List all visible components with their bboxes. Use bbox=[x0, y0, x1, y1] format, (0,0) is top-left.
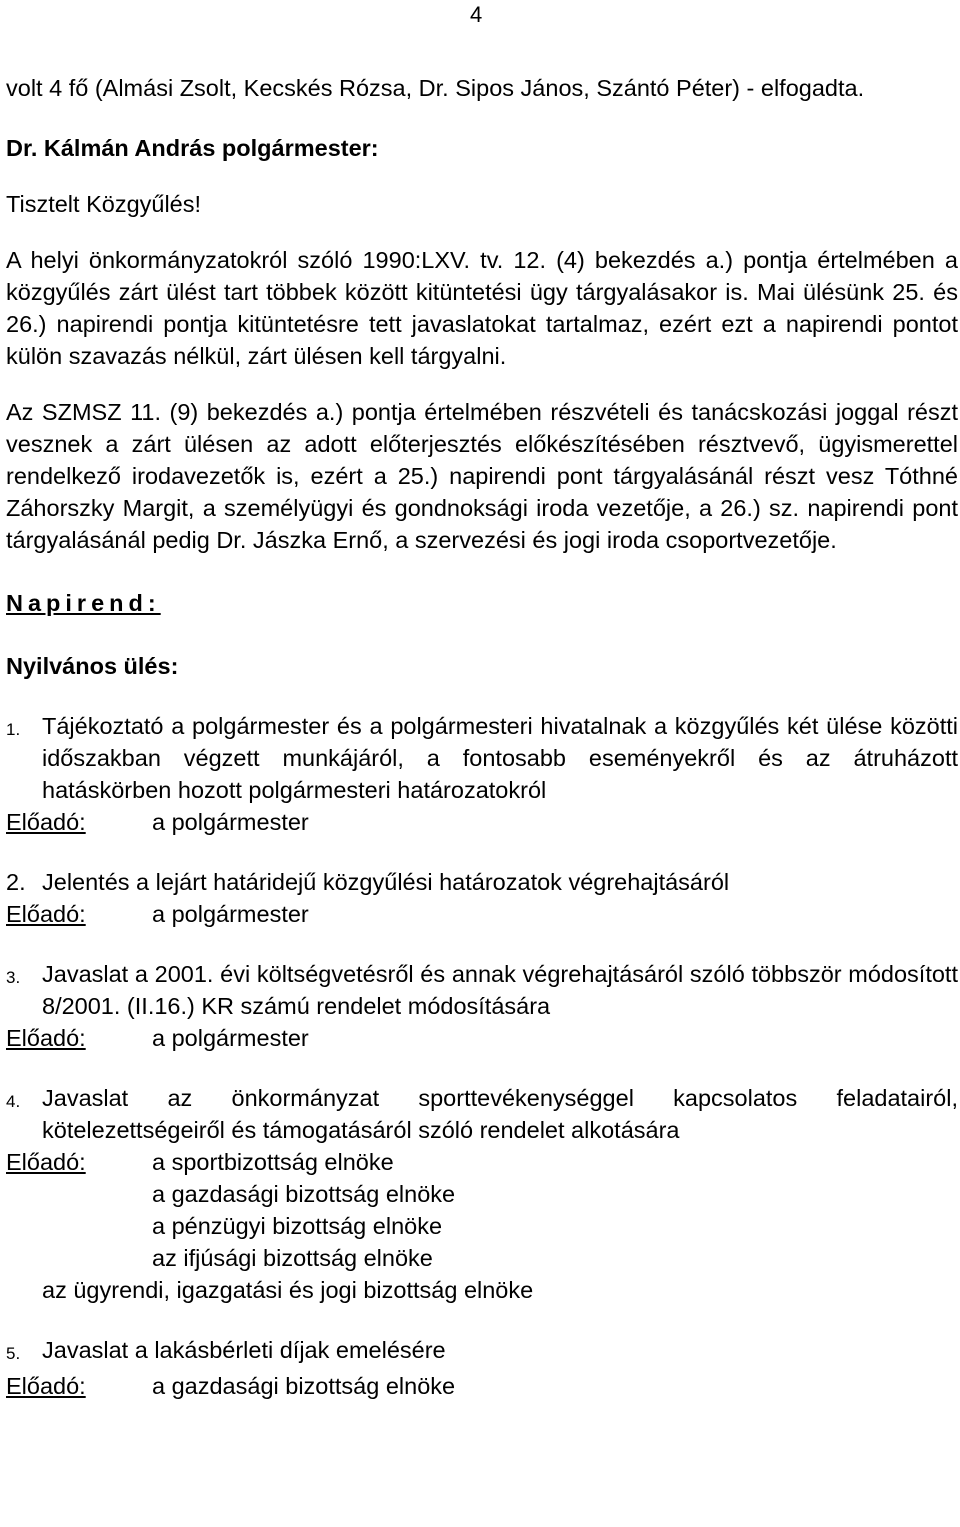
agenda-item bbox=[6, 1334, 958, 1402]
presenter-name-extra: az ügyrendi, igazgatási és jogi bizottság elnöke bbox=[42, 1277, 534, 1303]
page-number: 4 bbox=[470, 2, 483, 27]
presenter-label: Előadó: bbox=[6, 1149, 86, 1175]
presenter-name: a polgármester bbox=[152, 901, 309, 927]
presenter-name: az ifjúsági bizottság elnöke bbox=[152, 1245, 433, 1271]
agenda-item-title: Jelentés a lejárt határidejű közgyűlési határozatok végrehajtásáról bbox=[42, 869, 730, 895]
agenda-item bbox=[6, 710, 958, 838]
agenda-item-title: Javaslat az önkormányzat sporttevékenységgel kapcsolatos feladatairól, kötelezettségeiről és támogatásáról szóló rendelet alkotására bbox=[42, 1085, 958, 1143]
agenda-heading: Napirend: bbox=[6, 590, 161, 616]
agenda-item-number: 2. bbox=[6, 869, 26, 895]
agenda-item-title: Tájékoztató a polgármester és a polgármesteri hivatalnak a közgyűlés két ülése közötti időszakban végzett munkájáról, a fontosabb eseményekről és az átruházott hatáskörben hozott polgármesteri határozatokról bbox=[42, 713, 958, 803]
paragraph-closed-session: A helyi önkormányzatokról szóló 1990:LXV. tv. 12. (4) bekezdés a.) pontja értelmében a közgyűlés zárt ülést tart többek között kitüntetési ügy tárgyalásakor is. Mai ülésünk 25. és 26.) napirendi pontja kitüntetésre tett javaslatokat tartalmaz, ezért ezt a napirendi pontot külön szavazás nélkül, zárt ülésen kell tárgyalni. bbox=[6, 247, 958, 369]
agenda-item bbox=[6, 958, 958, 1054]
agenda-item-title: Javaslat a 2001. évi költségvetésről és annak végrehajtásáról szóló többször módosított 8/2001. (II.16.) KR számú rendelet módosítására bbox=[42, 961, 958, 1019]
presenter-name: a pénzügyi bizottság elnöke bbox=[152, 1213, 443, 1239]
agenda-item-title: Javaslat a lakásbérleti díjak emelésére bbox=[42, 1337, 446, 1363]
presenter-label: Előadó: bbox=[6, 1373, 86, 1399]
agenda-item-number: 4. bbox=[6, 1092, 21, 1111]
presenter-name: a sportbizottság elnöke bbox=[152, 1149, 394, 1175]
presenter-list bbox=[152, 1146, 958, 1274]
agenda-item-number: 3. bbox=[6, 968, 21, 987]
presenter-label: Előadó: bbox=[6, 901, 86, 927]
presenter-label: Előadó: bbox=[6, 1025, 86, 1051]
agenda-item bbox=[6, 866, 958, 930]
paragraph-szmsz: Az SZMSZ 11. (9) bekezdés a.) pontja értelmében részvételi és tanácskozási joggal részt vesznek a zárt ülésen az adott előterjesztés előkészítésében résztvevő, ügyismerettel rendelkező irodavezetők is, ezért a 25.) napirendi pont tárgyalásánál részt vesz Tóthné Záhorszky Margit, a személyügyi és gondnoksági iroda vezetője, a 26.) sz. napirendi pont tárgyalásánál pedig Dr. Jászka Ernő, a szervezési és jogi iroda csoportvezetője. bbox=[6, 399, 958, 553]
presenter-label: Előadó: bbox=[6, 809, 86, 835]
document-body bbox=[6, 72, 958, 1402]
paragraph-vote-result: volt 4 fő (Almási Zsolt, Kecskés Rózsa, Dr. Sipos János, Szántó Péter) - elfogadta. bbox=[6, 75, 865, 101]
greeting: Tisztelt Közgyűlés! bbox=[6, 191, 202, 217]
speaker-heading: Dr. Kálmán András polgármester: bbox=[6, 135, 379, 161]
agenda-item-number: 1. bbox=[6, 720, 21, 739]
agenda-item-number: 5. bbox=[6, 1344, 21, 1363]
presenter-name: a polgármester bbox=[152, 809, 309, 835]
public-session-heading: Nyilvános ülés: bbox=[6, 653, 179, 679]
presenter-name: a gazdasági bizottság elnöke bbox=[152, 1373, 456, 1399]
presenter-name: a polgármester bbox=[152, 1025, 309, 1051]
agenda-item bbox=[6, 1082, 958, 1306]
presenter-name: a gazdasági bizottság elnöke bbox=[152, 1181, 456, 1207]
